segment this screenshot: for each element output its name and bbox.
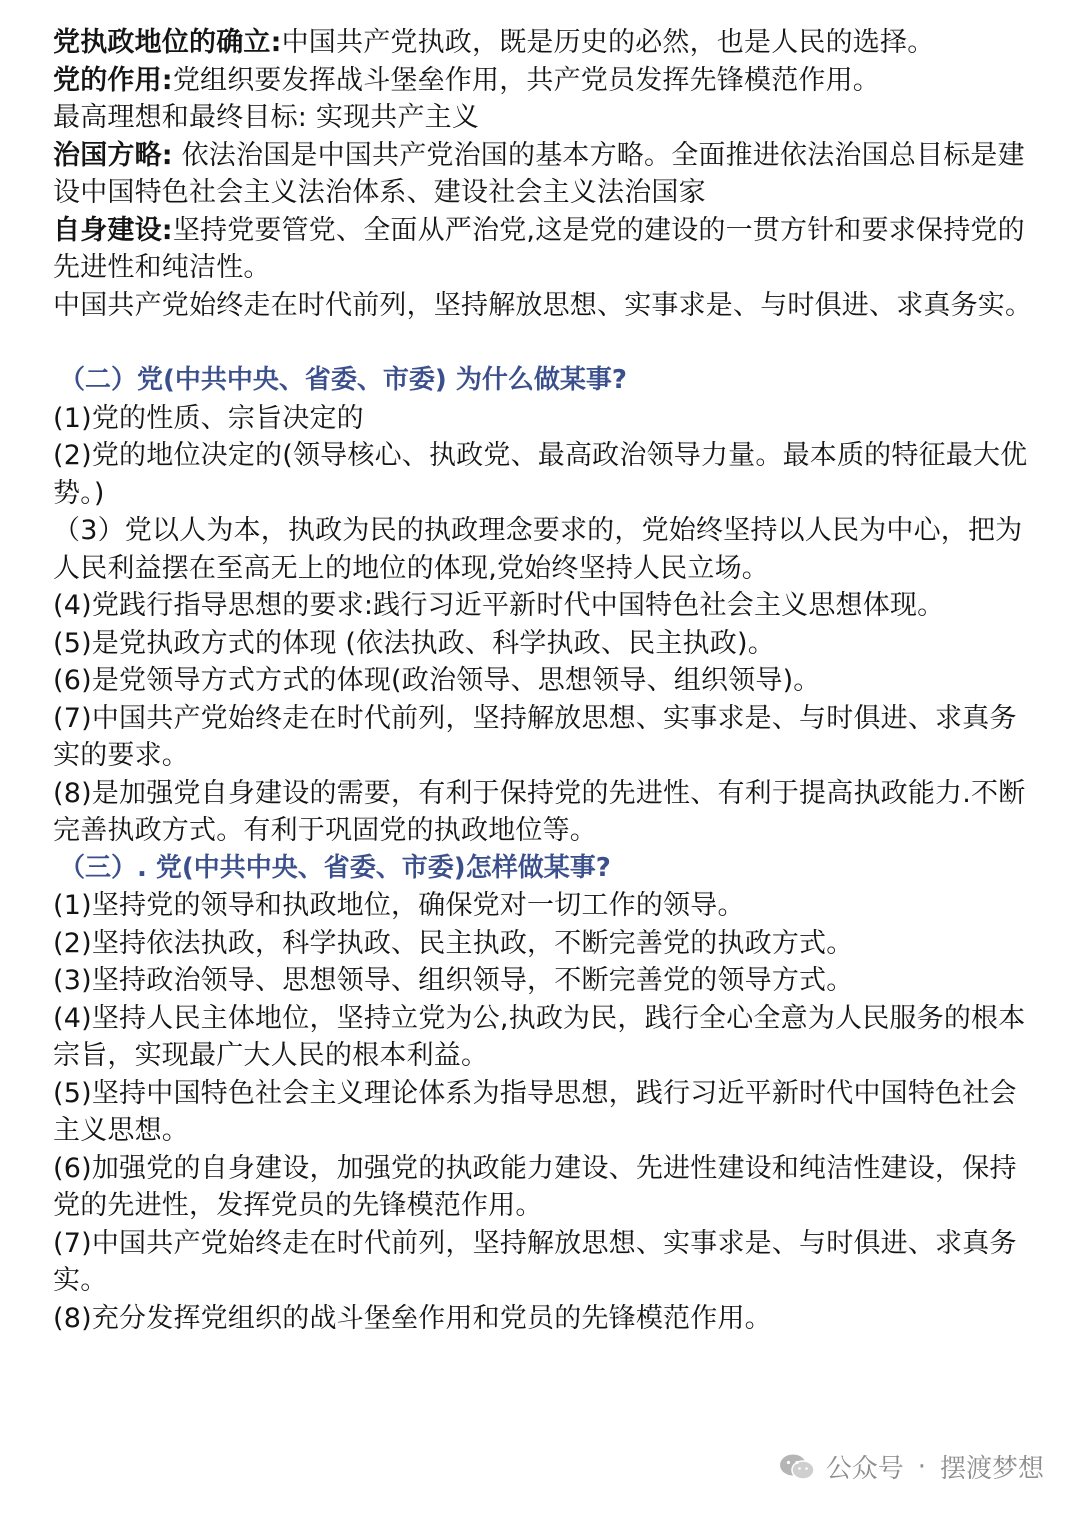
list-item: (2)坚持依法执政，科学执政、民主执政，不断完善党的执政方式。 (53, 927, 854, 959)
intro-lead: 党的作用: (53, 64, 173, 96)
intro-paragraph (53, 212, 1043, 287)
section-spacer (53, 324, 1043, 362)
section-heading-why: （二）党(中共中央、省委、市委) 为什么做某事? (59, 365, 627, 395)
list-item: (4)党践行指导思想的要求:践行习近平新时代中国特色社会主义思想体现。 (53, 590, 945, 621)
intro-paragraph (53, 137, 1043, 212)
list-item: (6)是党领导方式方式的体现(政治领导、思想领导、组织领导)。 (53, 665, 821, 696)
section-heading-how: （三）. 党(中共中央、省委、市委)怎样做某事? (59, 852, 611, 883)
intro-paragraph (53, 62, 1043, 100)
intro-paragraph (53, 287, 1043, 325)
list-item: (1)党的性质、宗旨决定的 (53, 402, 364, 434)
list-item: (5)是党执政方式的体现 (依法执政、科学执政、民主执政)。 (53, 627, 775, 659)
intro-paragraph (53, 24, 1043, 62)
intro-block (53, 24, 1043, 324)
intro-text: 党组织要发挥战斗堡垒作用，共产党员发挥先锋模范作用。 (172, 64, 881, 96)
intro-text: 坚持党要管党、全面从严治党,这是党的建设的一贯方针和要求保持党的先进性和纯洁性。 (53, 214, 1025, 283)
list-item: (3)坚持政治领导、思想领导、组织领导，不断完善党的领导方式。 (53, 965, 854, 996)
watermark-account-label: 公众号 (825, 1454, 904, 1484)
list-item: (2)党的地位决定的(领导核心、执政党、最高政治领导力量。最本质的特征最大优势。) (53, 440, 1028, 509)
list-item: （3）党以人为本，执政为民的执政理念要求的，党始终坚持以人民为中心，把为人民利益摆在至高无上的地位的体现,党始终坚持人民立场。 (53, 515, 1023, 584)
intro-text: 依法治国是中国共产党治国的基本方略。全面推进依法治国总目标是建设中国特色社会主义法治体系、建设社会主义法治国家 (53, 139, 1025, 208)
list-item: (8)充分发挥党组织的战斗堡垒作用和党员的先锋模范作用。 (53, 1302, 772, 1334)
list-item: (4)坚持人民主体地位，坚持立党为公,执政为民，践行全心全意为人民服务的根本宗旨，实现最广大人民的根本利益。 (53, 1002, 1026, 1071)
section-why (53, 362, 1043, 850)
list-item: (1)坚持党的领导和执政地位，确保党对一切工作的领导。 (53, 890, 745, 921)
intro-lead: 党执政地位的确立: (53, 27, 282, 58)
list-item: (7)中国共产党始终走在时代前列，坚持解放思想、实事求是、与时俱进、求真务实。 (53, 1227, 1017, 1296)
watermark-account-name: 摆渡梦想 (939, 1454, 1044, 1484)
intro-lead: 治国方略: (53, 139, 173, 171)
intro-text: 中国共产党执政，既是历史的必然，也是人民的选择。 (281, 27, 935, 58)
list-item: (7)中国共产党始终走在时代前列，坚持解放思想、实事求是、与时俱进、求真务实的要求。 (53, 702, 1017, 771)
list-item: (6)加强党的自身建设，加强党的执政能力建设、先进性建设和纯洁性建设，保持党的先进性，发挥党员的先锋模范作用。 (53, 1152, 1017, 1221)
list-item: (5)坚持中国特色社会主义理论体系为指导思想，践行习近平新时代中国特色社会主义思想。 (53, 1077, 1017, 1146)
intro-lead: 自身建设: (53, 214, 173, 246)
list-item: (8)是加强党自身建设的需要，有利于保持党的先进性、有利于提高执政能力.不断完善执政方式。有利于巩固党的执政地位等。 (53, 777, 1026, 846)
watermark-separator: · (917, 1451, 926, 1482)
intro-text: 中国共产党始终走在时代前列，坚持解放思想、实事求是、与时俱进、求真务实。 (53, 289, 1033, 321)
section-how (53, 850, 1043, 1338)
document-page (53, 24, 1043, 1337)
wechat-icon (778, 1452, 816, 1482)
intro-paragraph (53, 99, 1043, 137)
intro-text: 最高理想和最终目标: 实现共产主义 (53, 102, 480, 133)
watermark (778, 1448, 1044, 1485)
